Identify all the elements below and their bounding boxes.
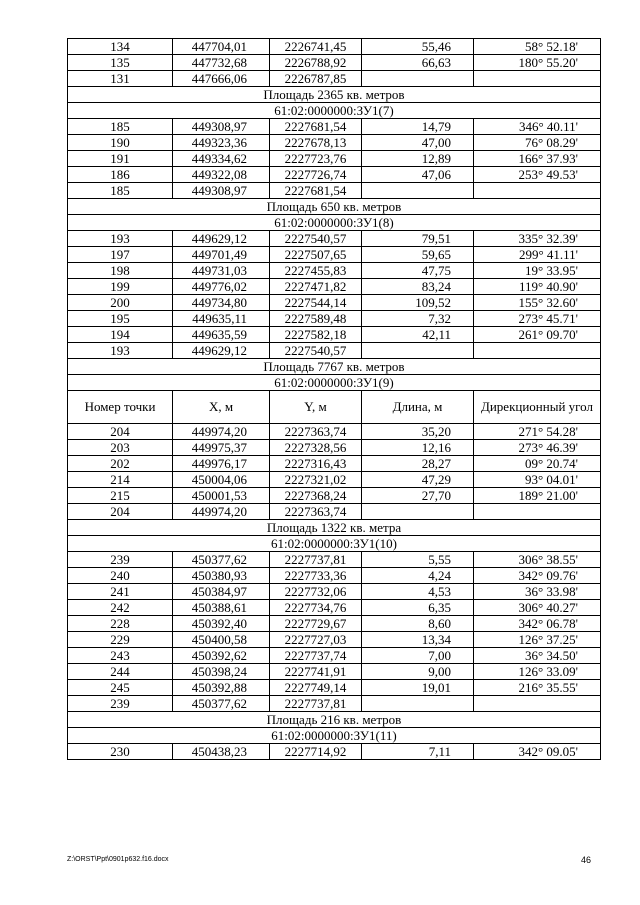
table-row: [68, 39, 601, 55]
point-number-cell: 228: [68, 616, 173, 632]
y-coordinate-cell: 2227726,74: [270, 167, 362, 183]
x-coordinate-cell: 450377,62: [173, 696, 270, 712]
table-row: [68, 343, 601, 359]
point-number-cell: 241: [68, 584, 173, 600]
direction-angle-cell: 155° 32.60': [474, 295, 601, 311]
point-number-cell: 245: [68, 680, 173, 696]
area-row: [68, 520, 601, 536]
y-coordinate-cell: 2227363,74: [270, 424, 362, 440]
length-cell: 47,75: [362, 263, 474, 279]
y-coordinate-cell: 2227737,81: [270, 696, 362, 712]
x-coordinate-cell: 450392,62: [173, 648, 270, 664]
y-coordinate-cell: 2227734,76: [270, 600, 362, 616]
parcel-id-row: [68, 728, 601, 744]
length-cell: 4,24: [362, 568, 474, 584]
area-label: Площадь 1322 кв. метра: [68, 520, 601, 536]
point-number-cell: 229: [68, 632, 173, 648]
y-coordinate-cell: 2226787,85: [270, 71, 362, 87]
point-number-cell: 243: [68, 648, 173, 664]
area-row: [68, 359, 601, 375]
length-cell: 12,16: [362, 440, 474, 456]
length-header: Длина, м: [362, 391, 474, 424]
length-cell: 7,00: [362, 648, 474, 664]
x-coordinate-cell: 450380,93: [173, 568, 270, 584]
direction-angle-cell: 306° 40.27': [474, 600, 601, 616]
x-coordinate-cell: 447732,68: [173, 55, 270, 71]
direction-angle-cell: 273° 46.39': [474, 440, 601, 456]
table-row: [68, 632, 601, 648]
direction-angle-cell: 119° 40.90': [474, 279, 601, 295]
point-number-cell: 193: [68, 343, 173, 359]
length-cell: 5,55: [362, 552, 474, 568]
point-number-cell: 186: [68, 167, 173, 183]
y-coordinate-cell: 2227540,57: [270, 343, 362, 359]
length-cell: 66,63: [362, 55, 474, 71]
x-coordinate-cell: 449308,97: [173, 183, 270, 199]
length-cell: 27,70: [362, 488, 474, 504]
x-coordinate-cell: 450004,06: [173, 472, 270, 488]
coordinates-table: [67, 38, 601, 760]
length-cell: 55,46: [362, 39, 474, 55]
x-coordinate-cell: 450392,88: [173, 680, 270, 696]
table-row: [68, 648, 601, 664]
point-number-cell: 200: [68, 295, 173, 311]
x-coordinate-cell: 450384,97: [173, 584, 270, 600]
length-cell: 35,20: [362, 424, 474, 440]
length-cell: 7,11: [362, 744, 474, 760]
y-coordinate-cell: 2227455,83: [270, 263, 362, 279]
y-coordinate-cell: 2227363,74: [270, 504, 362, 520]
direction-angle-cell: 93° 04.01': [474, 472, 601, 488]
point-number-header: Номер точки: [68, 391, 173, 424]
y-coordinate-cell: 2227732,06: [270, 584, 362, 600]
x-coordinate-cell: 449974,20: [173, 424, 270, 440]
x-coordinate-cell: 449976,17: [173, 456, 270, 472]
y-coordinate-cell: 2227737,81: [270, 552, 362, 568]
y-header: Y, м: [270, 391, 362, 424]
y-coordinate-cell: 2227729,67: [270, 616, 362, 632]
length-cell: 7,32: [362, 311, 474, 327]
point-number-cell: 195: [68, 311, 173, 327]
point-number-cell: 198: [68, 263, 173, 279]
y-coordinate-cell: 2227368,24: [270, 488, 362, 504]
y-coordinate-cell: 2227681,54: [270, 183, 362, 199]
y-coordinate-cell: 2227737,74: [270, 648, 362, 664]
area-label: Площадь 216 кв. метров: [68, 712, 601, 728]
direction-angle-cell: 189° 21.00': [474, 488, 601, 504]
point-number-cell: 240: [68, 568, 173, 584]
direction-angle-cell: 271° 54.28': [474, 424, 601, 440]
table-row: [68, 456, 601, 472]
y-coordinate-cell: 2226788,92: [270, 55, 362, 71]
x-coordinate-cell: 449701,49: [173, 247, 270, 263]
direction-angle-cell: 126° 33.09': [474, 664, 601, 680]
y-coordinate-cell: 2227471,82: [270, 279, 362, 295]
point-number-cell: 239: [68, 552, 173, 568]
parcel-id-row: [68, 375, 601, 391]
x-coordinate-cell: 450392,40: [173, 616, 270, 632]
point-number-cell: 244: [68, 664, 173, 680]
y-coordinate-cell: 2227316,43: [270, 456, 362, 472]
y-coordinate-cell: 2227328,56: [270, 440, 362, 456]
length-cell: 47,29: [362, 472, 474, 488]
parcel-id-label: 61:02:0000000:ЗУ1(9): [68, 375, 601, 391]
length-cell: 59,65: [362, 247, 474, 263]
coordinates-table-body: [68, 39, 601, 760]
x-coordinate-cell: 449974,20: [173, 504, 270, 520]
direction-angle-cell: 299° 41.11': [474, 247, 601, 263]
direction-angle-cell: 216° 35.55': [474, 680, 601, 696]
point-number-cell: 131: [68, 71, 173, 87]
direction-angle-cell: [474, 183, 601, 199]
parcel-id-row: [68, 103, 601, 119]
point-number-cell: 202: [68, 456, 173, 472]
point-number-cell: 197: [68, 247, 173, 263]
x-coordinate-cell: 447666,06: [173, 71, 270, 87]
area-row: [68, 87, 601, 103]
length-cell: 109,52: [362, 295, 474, 311]
table-row: [68, 247, 601, 263]
table-row: [68, 440, 601, 456]
point-number-cell: 191: [68, 151, 173, 167]
table-header-row: [68, 391, 601, 424]
point-number-cell: 215: [68, 488, 173, 504]
area-row: [68, 199, 601, 215]
point-number-cell: 190: [68, 135, 173, 151]
table-row: [68, 295, 601, 311]
length-cell: [362, 183, 474, 199]
table-row: [68, 472, 601, 488]
footer-file-path: Z:\ORST\Ppt\0901p632.f16.docx: [67, 856, 169, 863]
y-coordinate-cell: 2226741,45: [270, 39, 362, 55]
table-row: [68, 504, 601, 520]
x-coordinate-cell: 450001,53: [173, 488, 270, 504]
direction-angle-cell: 19° 33.95': [474, 263, 601, 279]
direction-angle-cell: [474, 71, 601, 87]
y-coordinate-cell: 2227582,18: [270, 327, 362, 343]
x-coordinate-cell: 449629,12: [173, 343, 270, 359]
direction-angle-cell: 36° 34.50': [474, 648, 601, 664]
table-row: [68, 231, 601, 247]
table-row: [68, 664, 601, 680]
y-coordinate-cell: 2227727,03: [270, 632, 362, 648]
point-number-cell: 204: [68, 504, 173, 520]
length-cell: [362, 343, 474, 359]
x-coordinate-cell: 449334,62: [173, 151, 270, 167]
length-cell: 47,00: [362, 135, 474, 151]
table-row: [68, 568, 601, 584]
direction-angle-cell: 166° 37.93': [474, 151, 601, 167]
direction-angle-cell: 346° 40.11': [474, 119, 601, 135]
table-row: [68, 135, 601, 151]
direction-angle-cell: 180° 55.20': [474, 55, 601, 71]
y-coordinate-cell: 2227749,14: [270, 680, 362, 696]
table-row: [68, 552, 601, 568]
y-coordinate-cell: 2227540,57: [270, 231, 362, 247]
direction-angle-cell: 335° 32.39': [474, 231, 601, 247]
parcel-id-label: 61:02:0000000:ЗУ1(10): [68, 536, 601, 552]
direction-angle-cell: 36° 33.98': [474, 584, 601, 600]
x-coordinate-cell: 449635,59: [173, 327, 270, 343]
table-row: [68, 151, 601, 167]
parcel-id-label: 61:02:0000000:ЗУ1(8): [68, 215, 601, 231]
length-cell: [362, 504, 474, 520]
x-coordinate-cell: 449308,97: [173, 119, 270, 135]
length-cell: [362, 696, 474, 712]
x-coordinate-cell: 450377,62: [173, 552, 270, 568]
table-row: [68, 696, 601, 712]
x-coordinate-cell: 450398,24: [173, 664, 270, 680]
direction-angle-cell: 342° 06.78': [474, 616, 601, 632]
x-header: X, м: [173, 391, 270, 424]
length-cell: 6,35: [362, 600, 474, 616]
direction-angle-cell: 126° 37.25': [474, 632, 601, 648]
parcel-id-row: [68, 215, 601, 231]
direction-angle-cell: [474, 696, 601, 712]
page-number: 46: [581, 855, 592, 865]
length-cell: 14,79: [362, 119, 474, 135]
point-number-cell: 239: [68, 696, 173, 712]
area-label: Площадь 650 кв. метров: [68, 199, 601, 215]
table-row: [68, 71, 601, 87]
direction-angle-cell: 253° 49.53': [474, 167, 601, 183]
direction-angle-cell: 58° 52.18': [474, 39, 601, 55]
point-number-cell: 230: [68, 744, 173, 760]
table-row: [68, 279, 601, 295]
y-coordinate-cell: 2227733,36: [270, 568, 362, 584]
length-cell: 4,53: [362, 584, 474, 600]
length-cell: 79,51: [362, 231, 474, 247]
area-label: Площадь 2365 кв. метров: [68, 87, 601, 103]
point-number-cell: 194: [68, 327, 173, 343]
x-coordinate-cell: 449635,11: [173, 311, 270, 327]
table-row: [68, 616, 601, 632]
x-coordinate-cell: 449731,03: [173, 263, 270, 279]
length-cell: 19,01: [362, 680, 474, 696]
point-number-cell: 199: [68, 279, 173, 295]
table-row: [68, 744, 601, 760]
point-number-cell: 242: [68, 600, 173, 616]
x-coordinate-cell: 447704,01: [173, 39, 270, 55]
y-coordinate-cell: 2227321,02: [270, 472, 362, 488]
y-coordinate-cell: 2227589,48: [270, 311, 362, 327]
direction-angle-cell: [474, 343, 601, 359]
y-coordinate-cell: 2227681,54: [270, 119, 362, 135]
length-cell: 42,11: [362, 327, 474, 343]
direction-angle-cell: 76° 08.29': [474, 135, 601, 151]
parcel-id-label: 61:02:0000000:ЗУ1(7): [68, 103, 601, 119]
direction-angle-cell: 273° 45.71': [474, 311, 601, 327]
y-coordinate-cell: 2227544,14: [270, 295, 362, 311]
x-coordinate-cell: 450438,23: [173, 744, 270, 760]
length-cell: [362, 71, 474, 87]
x-coordinate-cell: 449734,80: [173, 295, 270, 311]
length-cell: 28,27: [362, 456, 474, 472]
table-row: [68, 183, 601, 199]
direction-angle-cell: 342° 09.76': [474, 568, 601, 584]
table-row: [68, 680, 601, 696]
table-row: [68, 55, 601, 71]
y-coordinate-cell: 2227507,65: [270, 247, 362, 263]
x-coordinate-cell: 449975,37: [173, 440, 270, 456]
direction-angle-cell: 342° 09.05': [474, 744, 601, 760]
x-coordinate-cell: 449629,12: [173, 231, 270, 247]
area-row: [68, 712, 601, 728]
x-coordinate-cell: 450400,58: [173, 632, 270, 648]
point-number-cell: 204: [68, 424, 173, 440]
y-coordinate-cell: 2227741,91: [270, 664, 362, 680]
parcel-id-label: 61:02:0000000:ЗУ1(11): [68, 728, 601, 744]
direction-angle-cell: 261° 09.70': [474, 327, 601, 343]
direction-angle-cell: 306° 38.55': [474, 552, 601, 568]
table-row: [68, 424, 601, 440]
direction-angle-cell: [474, 504, 601, 520]
y-coordinate-cell: 2227714,92: [270, 744, 362, 760]
table-row: [68, 167, 601, 183]
point-number-cell: 203: [68, 440, 173, 456]
point-number-cell: 135: [68, 55, 173, 71]
table-row: [68, 327, 601, 343]
length-cell: 12,89: [362, 151, 474, 167]
table-row: [68, 263, 601, 279]
area-label: Площадь 7767 кв. метров: [68, 359, 601, 375]
direction-angle-cell: 09° 20.74': [474, 456, 601, 472]
x-coordinate-cell: 449322,08: [173, 167, 270, 183]
x-coordinate-cell: 450388,61: [173, 600, 270, 616]
length-cell: 8,60: [362, 616, 474, 632]
point-number-cell: 185: [68, 119, 173, 135]
table-row: [68, 311, 601, 327]
table-row: [68, 600, 601, 616]
y-coordinate-cell: 2227678,13: [270, 135, 362, 151]
length-cell: 47,06: [362, 167, 474, 183]
x-coordinate-cell: 449323,36: [173, 135, 270, 151]
table-row: [68, 584, 601, 600]
parcel-id-row: [68, 536, 601, 552]
length-cell: 13,34: [362, 632, 474, 648]
length-cell: 83,24: [362, 279, 474, 295]
direction-angle-header: Дирекционный угол: [474, 391, 601, 424]
y-coordinate-cell: 2227723,76: [270, 151, 362, 167]
x-coordinate-cell: 449776,02: [173, 279, 270, 295]
point-number-cell: 134: [68, 39, 173, 55]
table-row: [68, 119, 601, 135]
table-row: [68, 488, 601, 504]
point-number-cell: 193: [68, 231, 173, 247]
length-cell: 9,00: [362, 664, 474, 680]
point-number-cell: 185: [68, 183, 173, 199]
point-number-cell: 214: [68, 472, 173, 488]
